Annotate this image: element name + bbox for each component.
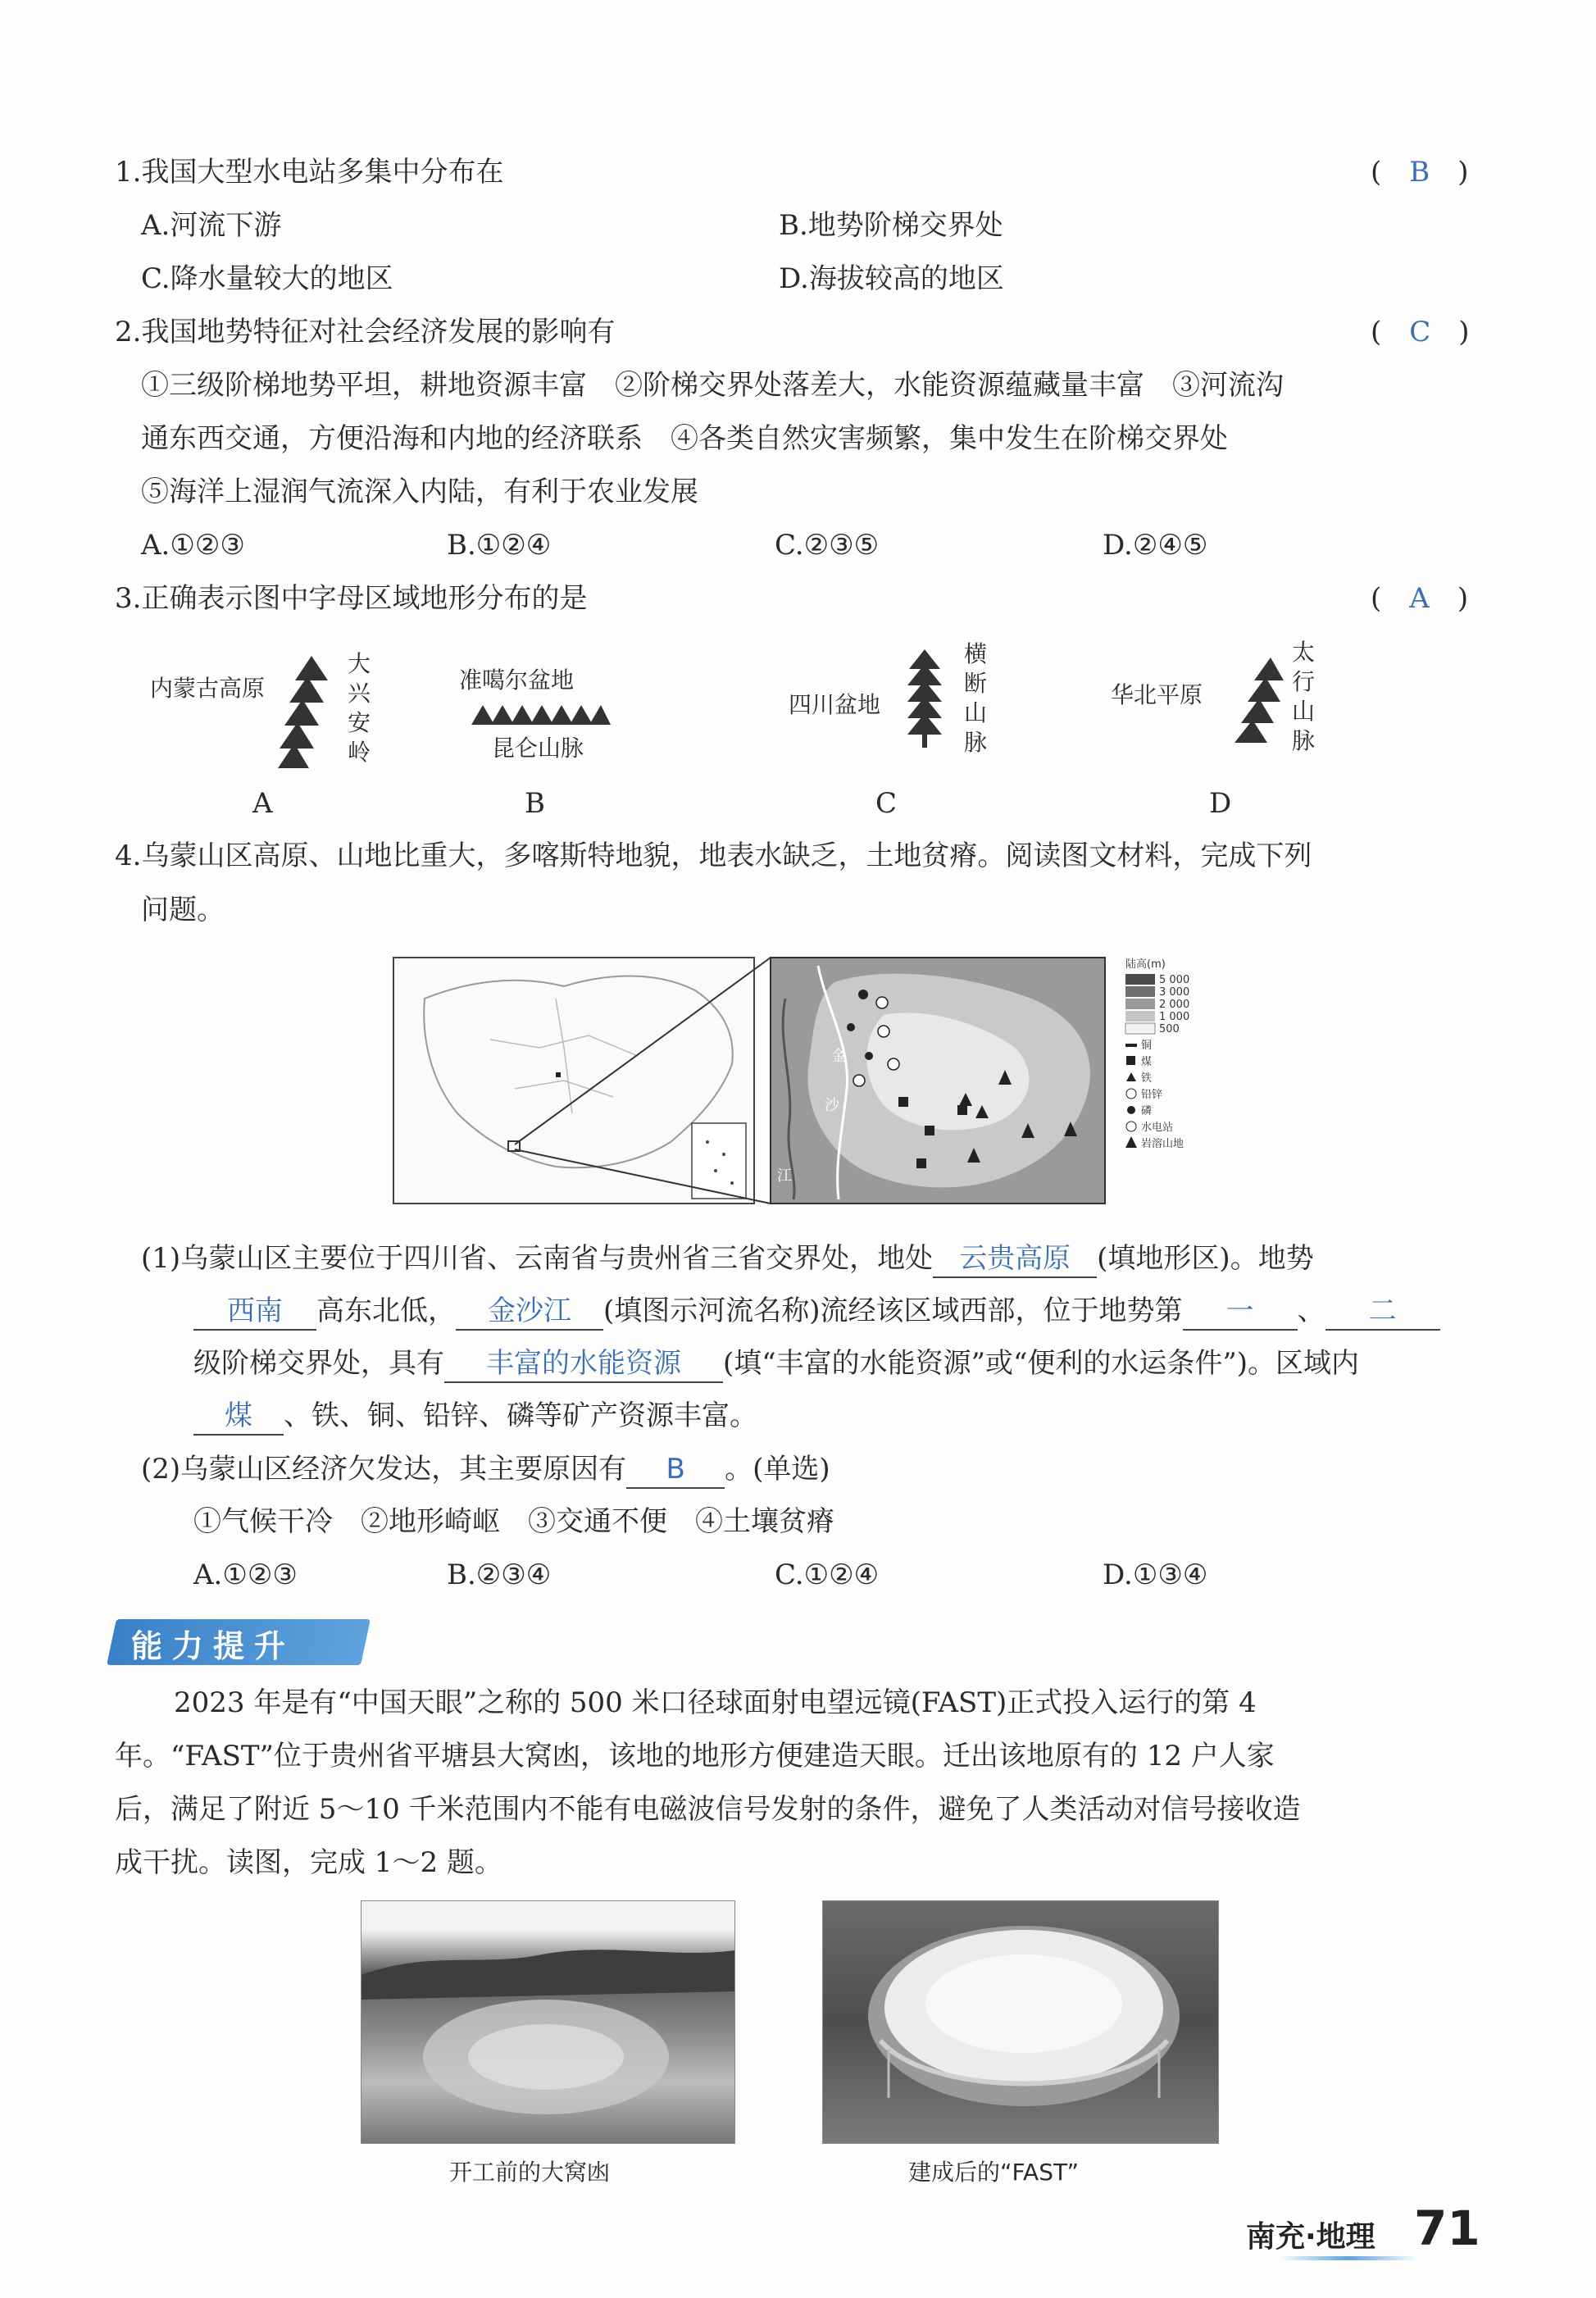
- q2-line-1: ①三级阶梯地势平坦，耕地资源丰富 ②阶梯交界处落差大，水能资源蕴藏量丰富 ③河流沟: [141, 369, 1284, 402]
- passage-line-1: 2023 年是有“中国天眼”之称的 500 米口径球面射电望远镜(FAST)正式投入运行的第 4: [174, 1686, 1257, 1719]
- q4-stem-line-2: 问题。: [141, 894, 225, 926]
- q4-blank-step-2[interactable]: 二: [1325, 1293, 1440, 1331]
- page-number: 71: [1414, 2200, 1480, 2256]
- map-legend-level: 3 000: [1159, 986, 1190, 999]
- q4-sub1-text: 高东北低，: [316, 1295, 456, 1327]
- fig-d-plain: 华北平原: [1111, 681, 1203, 708]
- q4-sub2-items: ①气候干冷 ②地形崎岖 ③交通不便 ④土壤贫瘠: [193, 1505, 834, 1538]
- photo-before-caption: 开工前的大窝凼: [449, 2159, 611, 2186]
- footer-label: 南充·地理: [1246, 2220, 1375, 2254]
- footer-underline: [1279, 2256, 1418, 2260]
- q2-answer: C: [1409, 316, 1431, 348]
- map-legend-title: 陆高(m): [1125, 958, 1166, 971]
- fig-b-mountain-icon: [471, 702, 611, 726]
- fig-c-letter: C: [875, 787, 898, 820]
- q4-blank-terrain[interactable]: 西南: [193, 1293, 316, 1331]
- photo-after-caption: 建成后的“FAST”: [908, 2159, 1079, 2186]
- q4-sub1-line-3: [193, 1345, 1359, 1383]
- fig-a-range-char: 大: [347, 650, 371, 677]
- fig-a-range-char: 安: [347, 709, 371, 736]
- q4-blank-river[interactable]: 金沙江: [456, 1293, 603, 1331]
- q4-sub1-text: 、铁、铜、铅锌、磷等矿产资源丰富。: [284, 1399, 757, 1432]
- fig-b-plain: 准噶尔盆地: [459, 667, 575, 694]
- q1-answer: B: [1409, 156, 1430, 189]
- fig-b-letter: B: [525, 787, 545, 820]
- q4-sub1-line-2: [193, 1293, 1440, 1331]
- q4-sub1-text: (填图示河流名称)流经该区域西部，位于地势第: [603, 1295, 1183, 1327]
- q2-option-d: D.②④⑤: [1103, 529, 1208, 562]
- q4-blank-mineral[interactable]: 煤: [193, 1398, 284, 1436]
- q4-sub2-text: 。(单选): [725, 1453, 830, 1486]
- photo-before: [361, 1900, 735, 2144]
- q4-sub1-text: (填地形区)。地势: [1097, 1242, 1314, 1275]
- q4-blank-landform[interactable]: 云贵高原: [933, 1240, 1097, 1278]
- q2-option-b: B.①②④: [447, 529, 552, 562]
- passage-line-4: 成干扰。读图，完成 1～2 题。: [115, 1846, 502, 1879]
- q1-option-d: D.海拔较高的地区: [779, 262, 1004, 295]
- fig-c-range-char: 断: [963, 670, 987, 697]
- map-river-char: 沙: [825, 1097, 839, 1114]
- passage-line-2: 年。“FAST”位于贵州省平塘县大窝凼，该地的地形方便建造天眼。迁出该地原有的 12 户人家: [115, 1740, 1275, 1772]
- q4-sub1-text: (1)乌蒙山区主要位于四川省、云南省与贵州省三省交界处，地处: [141, 1242, 934, 1275]
- q4-sub1-text: (填“丰富的水能资源”或“便利的水运条件”)。区域内: [723, 1347, 1360, 1380]
- q2-answer-box: ( C ): [1371, 316, 1470, 348]
- map-legend-symbol: 水电站: [1141, 1122, 1174, 1134]
- fig-d-range-char: 山: [1291, 698, 1315, 725]
- q4-sub2-line-1: [141, 1451, 830, 1489]
- q3-stem: 3.正确表示图中字母区域地形分布的是: [115, 582, 588, 615]
- map-legend-symbol: 磷: [1141, 1105, 1153, 1117]
- photo-after-telescope: [823, 1901, 1218, 2143]
- fig-c-range-char: 山: [963, 699, 987, 726]
- map-legend-level: 500: [1159, 1023, 1180, 1035]
- map-legend-symbol: 煤: [1141, 1056, 1153, 1068]
- q3-answer-box: ( A ): [1371, 582, 1469, 615]
- map-legend-symbol: 岩溶山地: [1141, 1138, 1184, 1150]
- fig-a-plain: 内蒙古高原: [150, 675, 266, 702]
- map-legend-level: 1 000: [1159, 1011, 1190, 1023]
- q1-option-a: A.河流下游: [141, 209, 282, 242]
- fig-c-range-char: 横: [963, 640, 987, 667]
- q2-option-c: C.②③⑤: [775, 529, 880, 562]
- q2-option-a: A.①②③: [141, 529, 245, 562]
- map-river-char: 金: [831, 1048, 846, 1065]
- fig-c-mountain-icon: [904, 648, 945, 750]
- section-title: 能力提升: [131, 1628, 296, 1664]
- fig-a-mountain-icon: [275, 652, 340, 775]
- map-legend-level: 2 000: [1159, 999, 1190, 1011]
- fig-c-range: [961, 639, 990, 758]
- fig-d-range-char: 太: [1291, 639, 1315, 666]
- fig-d-mountain-icon: [1230, 656, 1287, 746]
- map-legend-symbol: 铁: [1141, 1072, 1153, 1085]
- q4-sub1-text: 级阶梯交界处，具有: [193, 1347, 444, 1380]
- fig-a-range-char: 兴: [347, 680, 371, 707]
- wumeng-map-figure: [392, 949, 1228, 1212]
- q1-answer-box: ( B ): [1371, 156, 1469, 189]
- q4-sub2-text: (2)乌蒙山区经济欠发达，其主要原因有: [141, 1453, 627, 1486]
- q1-option-c: C.降水量较大的地区: [141, 262, 393, 295]
- map-river-char: 江: [777, 1167, 792, 1185]
- q4-sub2-option-d: D.①③④: [1103, 1559, 1208, 1591]
- passage-line-3: 后，满足了附近 5～10 千米范围内不能有电磁波信号发射的条件，避免了人类活动对信号接收造: [115, 1793, 1301, 1826]
- fig-d-range-char: 行: [1291, 668, 1315, 695]
- fig-d-range: [1289, 638, 1318, 756]
- fig-c-range-char: 脉: [963, 729, 987, 756]
- fig-a-range-char: 岭: [347, 739, 371, 766]
- q4-sub1-line-4: [193, 1398, 757, 1436]
- q1-option-b: B.地势阶梯交界处: [779, 209, 1003, 242]
- q4-sub1-text: 、: [1297, 1295, 1325, 1327]
- q4-sub2-option-c: C.①②④: [775, 1559, 880, 1591]
- q4-sub1-line-1: [141, 1240, 1314, 1278]
- fig-b-range: 昆仑山脉: [492, 735, 584, 762]
- fig-c-plain: 四川盆地: [789, 691, 881, 718]
- fig-a-range: [344, 649, 374, 767]
- q4-sub2-option-a: A.①②③: [193, 1559, 298, 1591]
- map-legend-symbol: 铜: [1141, 1040, 1153, 1052]
- q2-line-3: ⑤海洋上湿润气流深入内陆，有利于农业发展: [141, 476, 698, 508]
- q4-blank-resource[interactable]: 丰富的水能资源: [444, 1345, 723, 1383]
- fig-a-letter: A: [252, 787, 273, 820]
- photo-before-terrain: [361, 1901, 734, 2143]
- q4-blank-step-1[interactable]: 一: [1183, 1293, 1298, 1331]
- q1-stem: 1.我国大型水电站多集中分布在: [115, 156, 504, 189]
- map-legend-level: 5 000: [1159, 974, 1190, 986]
- q2-stem: 2.我国地势特征对社会经济发展的影响有: [115, 316, 616, 348]
- photo-after: [822, 1900, 1219, 2144]
- fig-d-letter: D: [1209, 787, 1232, 820]
- q3-answer: A: [1409, 582, 1430, 615]
- map-legend-symbol: 铅锌: [1141, 1089, 1163, 1101]
- q4-stem-line-1: 4.乌蒙山区高原、山地比重大，多喀斯特地貌，地表水缺乏，土地贫瘠。阅读图文材料，完成下列: [115, 840, 1312, 872]
- fig-d-range-char: 脉: [1291, 727, 1315, 754]
- q4-sub2-blank[interactable]: B: [626, 1451, 725, 1489]
- q4-sub2-option-b: B.②③④: [447, 1559, 552, 1591]
- q2-line-2: 通东西交通，方便沿海和内地的经济联系 ④各类自然灾害频繁，集中发生在阶梯交界处: [141, 422, 1228, 455]
